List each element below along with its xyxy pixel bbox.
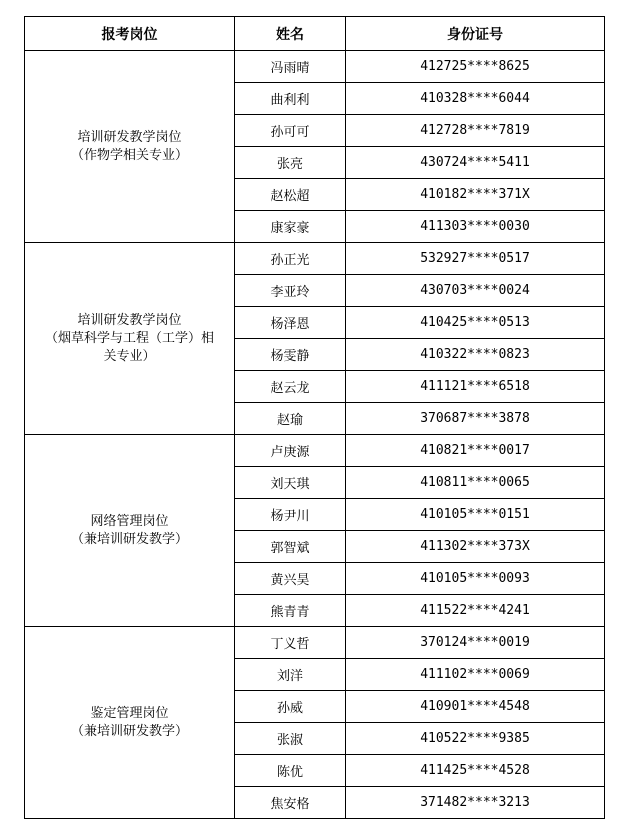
post-line: 鉴定管理岗位 [90,705,169,721]
id-number-cell: 410105****0151 [346,499,605,531]
name-cell: 郭智斌 [235,531,346,563]
candidate-table [24,16,605,819]
id-number-cell: 411121****6518 [346,371,605,403]
id-number-cell: 410821****0017 [346,435,605,467]
name-cell: 卢庚源 [235,435,346,467]
name-cell: 陈优 [235,755,346,787]
name-cell: 李亚玲 [235,275,346,307]
name-cell: 杨尹川 [235,499,346,531]
id-number-cell: 430703****0024 [346,275,605,307]
name-cell: 黄兴昊 [235,563,346,595]
name-cell: 焦安格 [235,787,346,819]
id-number-cell: 411102****0069 [346,659,605,691]
post-line: （作物学相关专业） [70,147,188,163]
post-line: （烟草科学与工程（工学）相 [44,330,214,346]
id-number-cell: 410182****371X [346,179,605,211]
id-number-cell: 410105****0093 [346,563,605,595]
post-line: 网络管理岗位 [90,513,169,529]
id-number-cell: 371482****3213 [346,787,605,819]
post-line: 关专业） [103,348,156,364]
name-cell: 刘洋 [235,659,346,691]
id-number-cell: 412728****7819 [346,115,605,147]
header-id: 身份证号 [346,17,605,51]
name-cell: 杨泽恩 [235,307,346,339]
id-number-cell: 410425****0513 [346,307,605,339]
name-cell: 曲利利 [235,83,346,115]
id-number-cell: 370687****3878 [346,403,605,435]
name-cell: 冯雨晴 [235,51,346,83]
id-number-cell: 411303****0030 [346,211,605,243]
table-header [25,17,605,51]
id-number-cell: 430724****5411 [346,147,605,179]
name-cell: 孙威 [235,691,346,723]
name-cell: 杨雯静 [235,339,346,371]
id-number-cell: 532927****0517 [346,243,605,275]
post-cell [25,435,235,627]
post-line: 培训研发教学岗位 [77,312,182,328]
id-number-cell: 412725****8625 [346,51,605,83]
name-cell: 赵云龙 [235,371,346,403]
name-cell: 丁义哲 [235,627,346,659]
name-cell: 赵瑜 [235,403,346,435]
name-cell: 赵松超 [235,179,346,211]
name-cell: 孙正光 [235,243,346,275]
id-number-cell: 410328****6044 [346,83,605,115]
post-cell [25,243,235,435]
id-number-cell: 370124****0019 [346,627,605,659]
id-number-cell: 410811****0065 [346,467,605,499]
table-row [25,243,605,275]
post-cell [25,627,235,819]
name-cell: 熊青青 [235,595,346,627]
name-cell: 张亮 [235,147,346,179]
id-number-cell: 410322****0823 [346,339,605,371]
table-body [25,51,605,819]
table-row [25,627,605,659]
id-number-cell: 411302****373X [346,531,605,563]
id-number-cell: 410901****4548 [346,691,605,723]
name-cell: 孙可可 [235,115,346,147]
post-line: 培训研发教学岗位 [77,129,182,145]
header-row [25,17,605,51]
post-line: （兼培训研发教学） [70,723,188,739]
table-row [25,51,605,83]
post-cell [25,51,235,243]
name-cell: 刘天琪 [235,467,346,499]
header-post: 报考岗位 [25,17,235,51]
id-number-cell: 410522****9385 [346,723,605,755]
id-number-cell: 411522****4241 [346,595,605,627]
name-cell: 康家豪 [235,211,346,243]
header-name: 姓名 [235,17,346,51]
id-number-cell: 411425****4528 [346,755,605,787]
post-line: （兼培训研发教学） [70,531,188,547]
table-row [25,435,605,467]
name-cell: 张淑 [235,723,346,755]
